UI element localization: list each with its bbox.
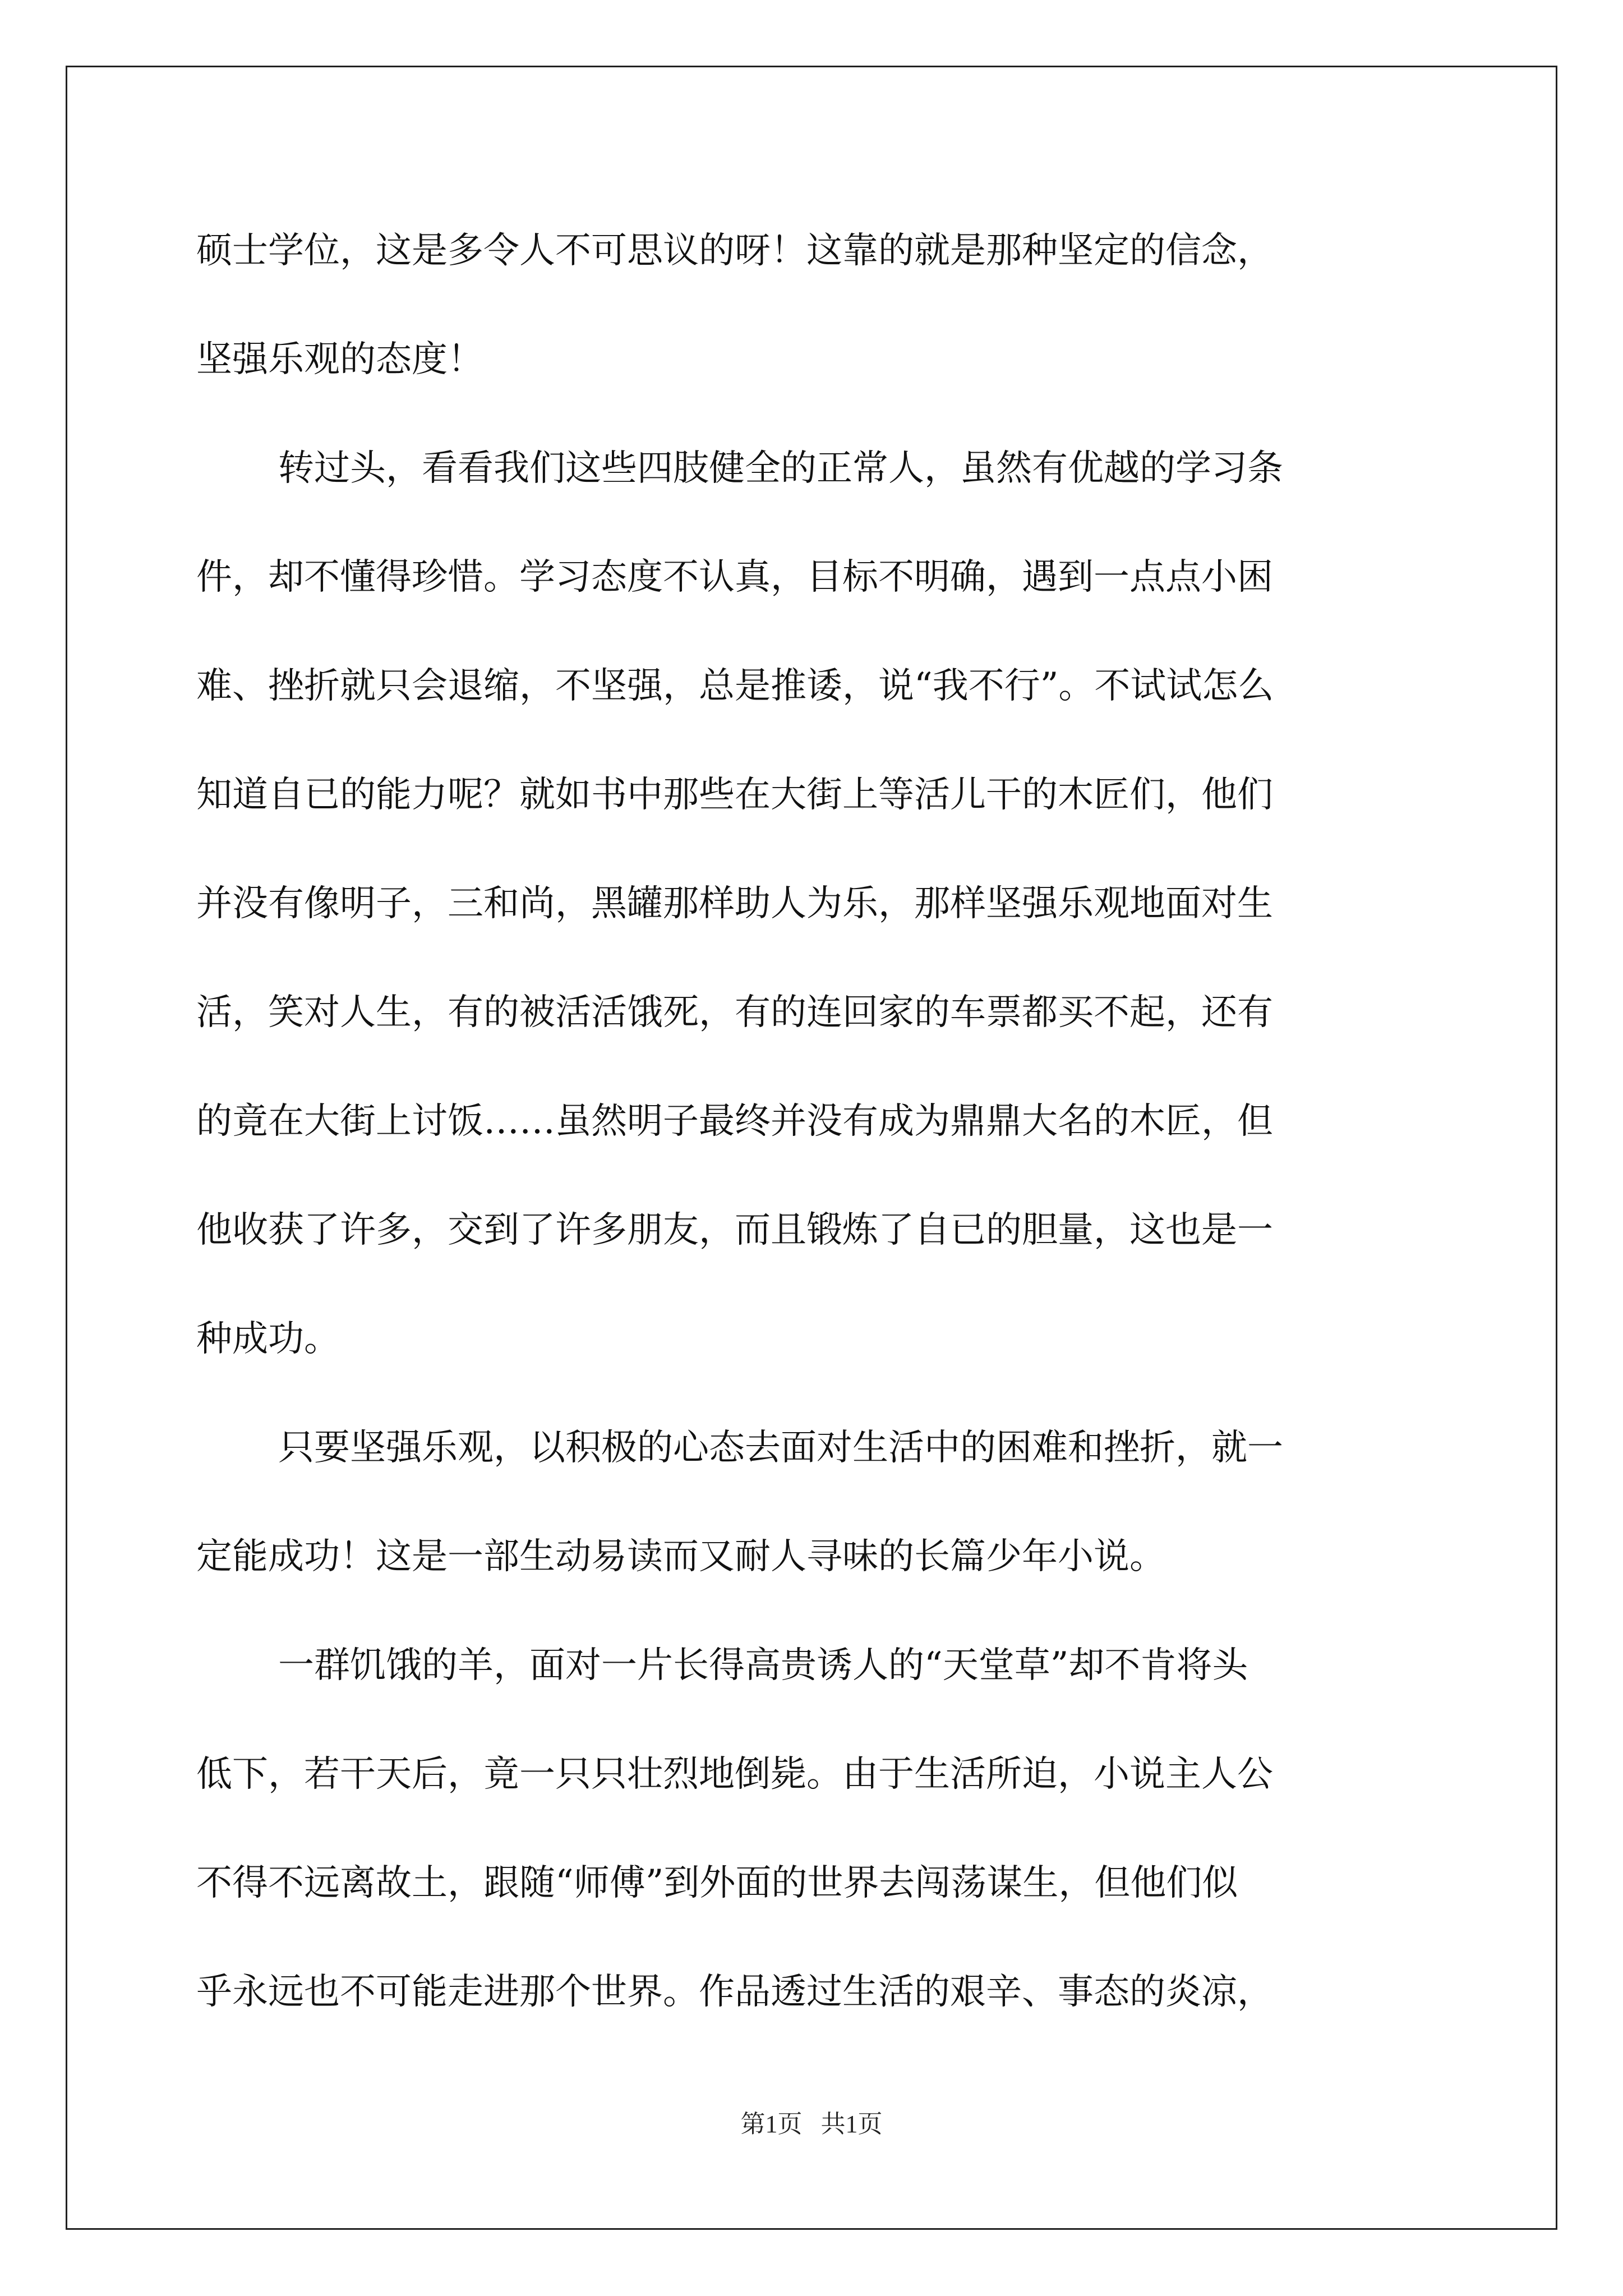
text-line: 并没有像明子，三和尚，黑罐那样助人为乐，那样坚强乐观地面对生: [196, 883, 1273, 924]
paragraph: [196, 1393, 1430, 1611]
text-line: 定能成功！这是一部生动易读而又耐人寻味的长篇少年小说。: [196, 1536, 1165, 1577]
text-line: 的竟在大街上讨饭……虽然明子最终并没有成为鼎鼎大名的木匠，但: [196, 1101, 1273, 1142]
text-line: 他收获了许多，交到了许多朋友，而且锻炼了自已的胆量，这也是一: [196, 1209, 1273, 1251]
paragraph: [196, 1611, 1430, 2046]
text-line: 难、挫折就只会退缩，不坚强，总是推诿，说“我不行”。不试试怎么: [196, 665, 1274, 707]
text-line: 坚强乐观的态度！: [196, 339, 483, 380]
text-line: 知道自已的能力呢？就如书中那些在大街上等活儿干的木匠们，他们: [196, 774, 1273, 816]
paragraph: [196, 196, 1430, 414]
text-line: 种成功。: [196, 1318, 340, 1360]
text-line: 硕士学位，这是多令人不可思议的呀！这靠的就是那种坚定的信念，: [196, 230, 1273, 272]
page-number-footer: 第1页 共1页: [740, 2110, 883, 2138]
text-line: 只要坚强乐观，以积极的心态去面对生活中的困难和挫折，就一: [278, 1427, 1283, 1469]
text-line: 乎永远也不可能走进那个世界。作品透过生活的艰辛、事态的炎凉，: [196, 1971, 1273, 2013]
text-line: 低下，若干天后，竟一只只壮烈地倒毙。由于生活所迫，小说主人公: [196, 1754, 1273, 1795]
text-line: 转过头，看看我们这些四肢健全的正常人，虽然有优越的学习条: [278, 448, 1283, 489]
text-line: 件，却不懂得珍惜。学习态度不认真，目标不明确，遇到一点点小困: [196, 556, 1273, 598]
paragraph: [196, 414, 1430, 1393]
text-line: 一群饥饿的羊，面对一片长得高贵诱人的“天堂草”却不肯将头: [278, 1645, 1248, 1686]
text-line: 不得不远离故土，跟随“师傅”到外面的世界去闯荡谋生，但他们似: [196, 1862, 1238, 1904]
document-body: [196, 196, 1430, 2046]
text-line: 活，笑对人生，有的被活活饿死，有的连回家的车票都买不起，还有: [196, 992, 1273, 1033]
